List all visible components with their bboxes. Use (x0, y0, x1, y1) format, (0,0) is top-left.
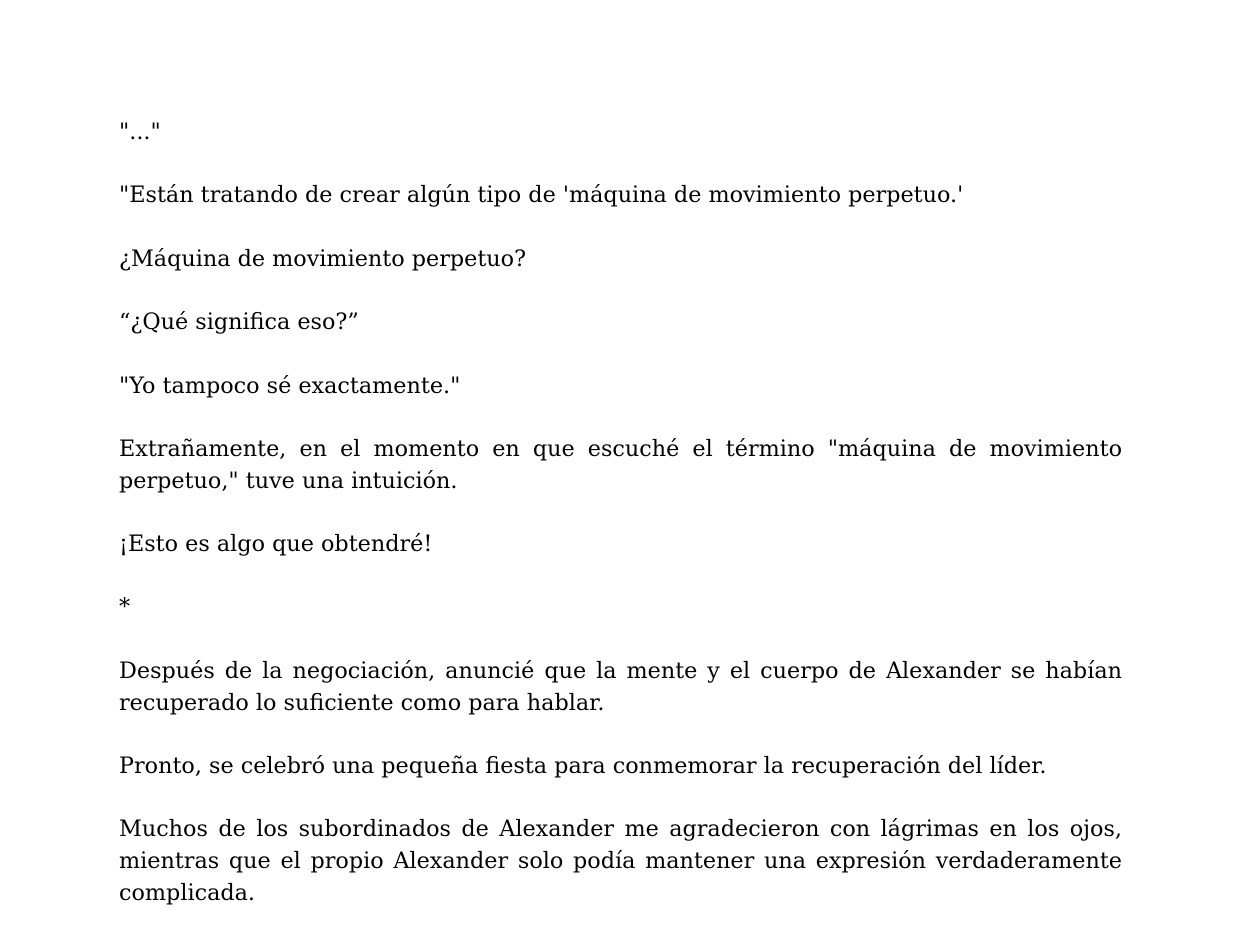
paragraph-question: ¿Máquina de movimiento perpetuo? (119, 245, 527, 272)
paragraph-intuition: Extrañamente, en el momento en que escuché el término "máquina de movimiento perpetuo," tuve una intuición. (119, 435, 1122, 494)
paragraph-not-sure: "Yo tampoco sé exactamente." (119, 372, 461, 399)
paragraph-what-does-it-mean: “¿Qué significa eso?” (119, 309, 359, 336)
document-body (119, 117, 1122, 941)
paragraph-perpetual-machine-quote: "Están tratando de crear algún tipo de 'máquina de movimiento perpetuo.' (119, 182, 964, 209)
paragraph-exclamation: ¡Esto es algo que obtendré! (119, 531, 433, 558)
scene-break: * (119, 594, 131, 621)
paragraph-subordinates: Muchos de los subordinados de Alexander me agradecieron con lágrimas en los ojos, mientras que el propio Alexander solo podía mantener una expresión verdaderamente complicada. (119, 816, 1122, 906)
paragraph-ellipsis: "..." (119, 119, 161, 145)
paragraph-negotiation: Después de la negociación, anuncié que la mente y el cuerpo de Alexander se habían recuperado lo suficiente como para hablar. (119, 657, 1122, 716)
paragraph-party: Pronto, se celebró una pequeña fiesta para conmemorar la recuperación del líder. (119, 752, 1047, 779)
